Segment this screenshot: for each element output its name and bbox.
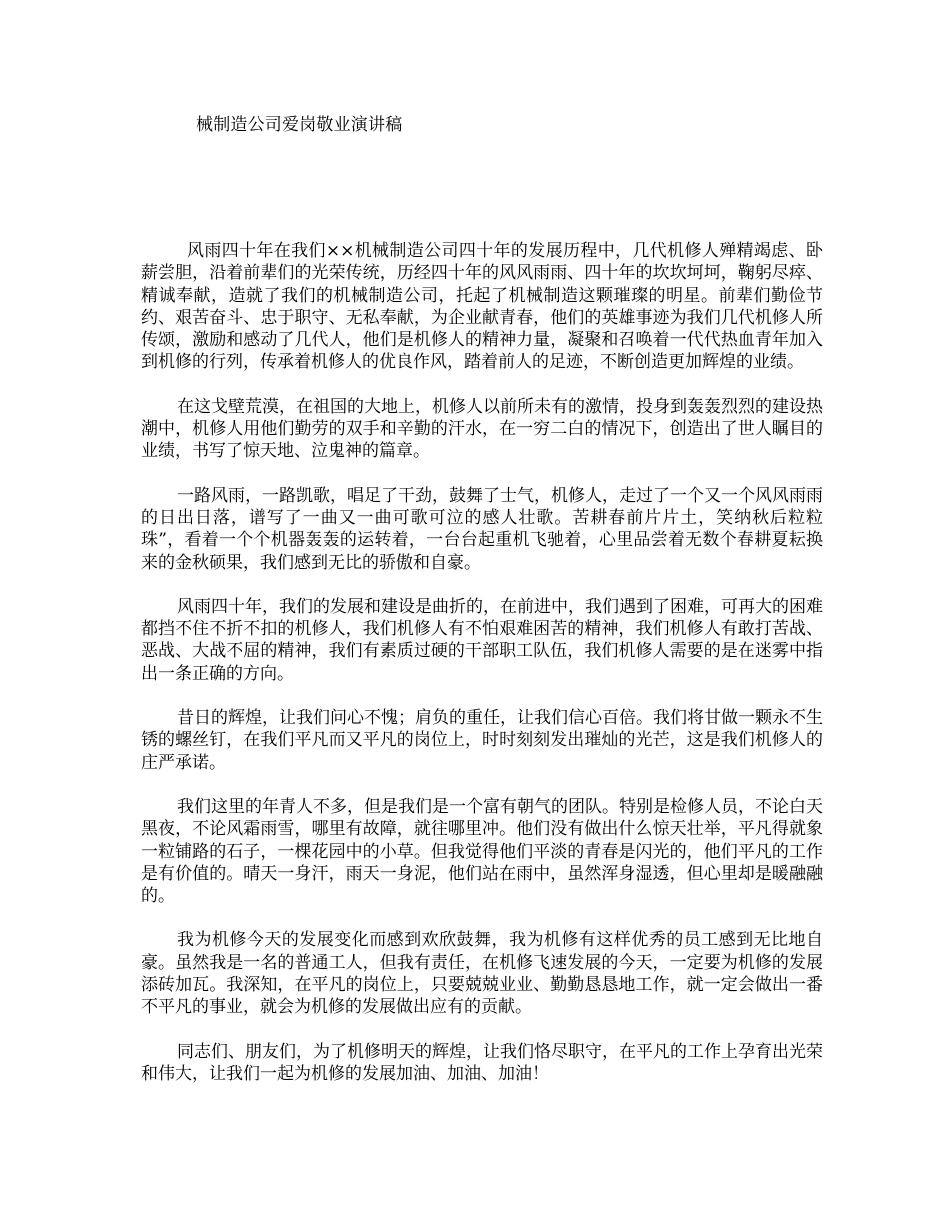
paragraph-4: 风雨四十年，我们的发展和建设是曲折的，在前进中，我们遇到了困难，可再大的困难都挡不住不折不扣的机修人，我们机修人有不怕艰难困苦的精神，我们机修人有敢打苦战、恶战、大战不屈的精神，我们有素质过硬的干部职工队伍，我们机修人需要的是在迷雾中指出一条正确的方向。 — [141, 596, 823, 684]
paragraph-8: 同志们、朋友们，为了机修明天的辉煌，让我们恪尽职守，在平凡的工作上孕育出光荣和伟大，让我们一起为机修的发展加油、加油、加油！ — [141, 1041, 823, 1084]
paragraph-5: 昔日的辉煌，让我们问心不愧；肩负的重任，让我们信心百倍。我们将甘做一颗永不生锈的螺丝钉，在我们平凡而又平凡的岗位上，时时刻刻发出璀灿的光芒，这是我们机修人的庄严承诺。 — [141, 708, 823, 773]
document-body — [141, 240, 823, 1107]
paragraph-6: 我们这里的年青人不多，但是我们是一个富有朝气的团队。特别是检修人员，不论白天黑夜，不论风霜雨雪，哪里有故障，就往哪里冲。他们没有做出什么惊天壮举，平凡得就象一粒铺路的石子，一棵花园中的小草。但我觉得他们平淡的青春是闪光的，他们平凡的工作是有价值的。晴天一身汗，雨天一身泥，他们站在雨中，虽然浑身湿透，但心里却是暖融融的。 — [141, 796, 823, 907]
paragraph-1: 风雨四十年在我们××机械制造公司四十年的发展历程中，几代机修人殚精竭虑、卧薪尝胆，沿着前辈们的光荣传统，历经四十年的风风雨雨、四十年的坎坎坷坷，鞠躬尽瘁、精诚奉献，造就了我们的机械制造公司，托起了机械制造这颗璀璨的明星。前辈们勤俭节约、艰苦奋斗、忠于职守、无私奉献，为企业献青春，他们的英雄事迹为我们几代机修人所传颂，激励和感动了几代人，他们是机修人的精神力量，凝聚和召唤着一代代热血青年加入到机修的行列，传承着机修人的优良作风，踏着前人的足迹，不断创造更加辉煌的业绩。 — [141, 241, 823, 373]
paragraph-3: 一路风雨，一路凯歌，唱足了干劲，鼓舞了士气，机修人，走过了一个又一个风风雨雨的日出日落，谱写了一曲又一曲可歌可泣的感人壮歌。苦耕春前片片土，笑纳秋后粒粒珠”，看着一个个机器轰轰的运转着，一台台起重机飞驰着，心里品尝着无数个春耕夏耘换来的金秋硕果，我们感到无比的骄傲和自豪。 — [141, 485, 823, 573]
paragraph-7: 我为机修今天的发展变化而感到欢欣鼓舞，我为机修有这样优秀的员工感到无比地自豪。虽然我是一名的普通工人，但我有责任，在机修飞速发展的今天，一定要为机修的发展添砖加瓦。我深知，在平凡的岗位上，只要兢兢业业、勤勤恳恳地工作，就一定会做出一番不平凡的事业，就会为机修的发展做出应有的贡献。 — [141, 930, 823, 1018]
document-title: 械制造公司爱岗敬业演讲稿 — [196, 115, 403, 135]
paragraph-2: 在这戈壁荒漠，在祖国的大地上，机修人以前所未有的激情，投身到轰轰烈烈的建设热潮中，机修人用他们勤劳的双手和辛勤的汗水，在一穷二白的情况下，创造出了世人瞩目的业绩，书写了惊天地、泣鬼神的篇章。 — [141, 396, 823, 462]
